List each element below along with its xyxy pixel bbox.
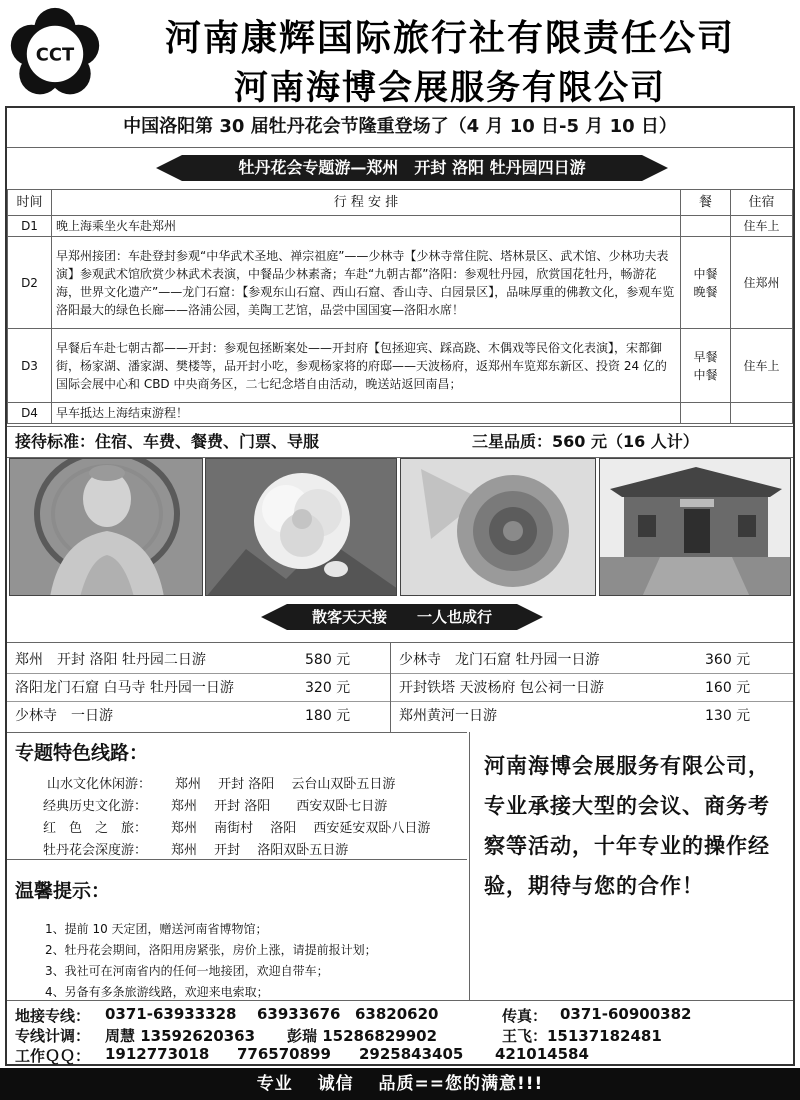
tour-item	[399, 647, 789, 673]
stay-cell: 住车上	[731, 329, 793, 403]
service-standard: 接待标准：住宿、车费、餐费、门票、导服	[15, 432, 320, 451]
tour-price: 180 元	[305, 708, 351, 724]
tour-title-ribbon: 牡丹花会专题游—郑州 开封 洛阳 牡丹园四日游	[182, 155, 642, 181]
company-name-secondary: 河南海博会展服务有限公司	[234, 68, 666, 108]
tour-price: 130 元	[705, 708, 751, 724]
stay-cell: 住郑州	[731, 237, 793, 329]
route-detail: 郑州 开封 洛阳 云台山双卧五日游	[175, 777, 396, 792]
itinerary-row-d2	[8, 237, 793, 329]
tour-name: 郑州黄河一日游	[399, 708, 497, 724]
stay-cell	[731, 403, 793, 424]
route-detail: 郑州 开封 洛阳 西安双卧七日游	[171, 799, 388, 814]
price-standard: 三星品质：560 元（16 人计）	[472, 432, 699, 451]
planner-3: 王飞：15137182481	[502, 1027, 662, 1045]
plan-cell: 晚上海乘坐火车赴郑州	[52, 216, 681, 237]
planner-1: 周慧 13592620363	[105, 1027, 256, 1045]
route-name: 经典历史文化游：	[43, 799, 148, 814]
planner-2: 彭瑞 15286829902	[287, 1027, 438, 1045]
day-cell: D4	[8, 403, 52, 424]
daily-tours-ribbon: 散客天天接 一人也成行	[287, 604, 517, 630]
route-name: 牡丹花会深度游：	[43, 843, 148, 858]
hotline-number-3: 63820620	[355, 1005, 439, 1023]
plan-cell: 早餐后车赴七朝古都——开封：参观包拯断案处——开封府【包拯迎宾、踩高跷、木偶戏等民俗文化表演】，宋都御街，杨家湖、潘家湖、樊楼等，品开封小吃，参观杨家将的府邸——天波杨府，返郑州车览郑东新区、投资 24 亿的国际会展中心和 CBD 中央商务区，二七纪念塔自由活动，晚送站返回南昌；	[52, 329, 681, 403]
qq-number-2: 776570899	[237, 1045, 331, 1063]
rose-peony-image	[400, 458, 596, 596]
row-divider	[7, 701, 793, 702]
daily-tours-grid	[7, 642, 793, 732]
shaolin-temple-image	[599, 458, 791, 596]
route-detail: 郑州 开封 洛阳双卧五日游	[171, 843, 349, 858]
footer-slogan: 专业 诚信 品质==您的满意!!!	[0, 1068, 800, 1100]
tour-name: 少林寺 一日游	[15, 708, 113, 724]
cct-logo-icon	[8, 6, 102, 100]
itinerary-table	[7, 189, 793, 424]
row-divider	[7, 673, 793, 674]
contact-section	[7, 1000, 793, 1066]
itinerary-row-d3	[8, 329, 793, 403]
tour-item	[399, 703, 789, 729]
tour-name: 开封铁塔 天波杨府 包公祠一日游	[399, 680, 604, 696]
event-banner: 中国洛阳第 30 届牡丹花会节隆重登场了（4 月 10 日-5 月 10 日）	[7, 108, 793, 148]
qq-number-1: 1912773018	[105, 1045, 210, 1063]
tour-price: 160 元	[705, 680, 751, 696]
tip-item: 1、提前 10 天定团，赠送河南省博物馆；	[45, 922, 268, 936]
tour-item	[399, 675, 789, 701]
company-name-primary: 河南康辉国际旅行社有限责任公司	[164, 18, 735, 59]
fax-label: 传真：	[502, 1007, 548, 1025]
tips-section	[7, 860, 467, 1000]
route-name: 山水文化休闲游：	[47, 777, 152, 792]
tip-item: 4、另备有多条旅游线路，欢迎来电索取；	[45, 985, 269, 999]
column-divider	[390, 643, 391, 733]
tour-name: 少林寺 龙门石窟 牡丹园一日游	[399, 652, 600, 668]
tour-item	[15, 675, 387, 701]
route-detail: 郑州 南街村 洛阳 西安延安双卧八日游	[171, 821, 431, 836]
plan-cell: 早郑州接团：车赴登封参观“中华武术圣地、禅宗祖庭”——少林寺【少林寺常住院、塔林景区、武术馆、少林功夫表演】参观武术馆欣赏少林武术表演，中餐品少林素斋；车赴“九朝古都”洛阳：参观牡丹园，欣赏国花牡丹，畅游花海，世界文化遗产”——龙门石窟：【参观东山石窟、西山石窟、香山寺、白园景区】，品味厚重的佛教文化，参观车览洛阳最大的绿色长廊——洛浦公园，美陶工艺馆，品尝中国国宴—洛阳水席！	[52, 237, 681, 329]
peony-flower-image	[205, 458, 397, 596]
header-meal: 餐	[681, 190, 731, 216]
photo-strip	[7, 458, 793, 598]
tip-item: 2、牡丹花会期间，洛阳用房紧张，房价上涨，请提前报计划；	[45, 943, 377, 957]
tip-item: 3、我社可在河南省内的任何一地接团，欢迎自带车；	[45, 964, 329, 978]
plan-cell: 早车抵达上海结束游程！	[52, 403, 681, 424]
route-item	[43, 839, 348, 858]
itinerary-header-row	[8, 190, 793, 216]
service-standard-bar	[7, 426, 793, 458]
tour-price: 320 元	[305, 680, 351, 696]
day-cell: D3	[8, 329, 52, 403]
special-routes-title: 专题特色线路：	[15, 742, 149, 764]
hotline-number-2: 63933676	[257, 1005, 341, 1023]
stay-cell: 住车上	[731, 216, 793, 237]
hotline-label: 地接专线：	[15, 1007, 91, 1025]
day-cell: D2	[8, 237, 52, 329]
itinerary-row-d1	[8, 216, 793, 237]
flyer-body	[5, 106, 795, 1066]
itinerary-row-d4	[8, 403, 793, 424]
qq-number-3: 2925843405	[359, 1045, 464, 1063]
tour-name: 郑州 开封 洛阳 牡丹园二日游	[15, 652, 206, 668]
qq-label: 工作ＱＱ：	[15, 1047, 91, 1065]
tour-item	[15, 647, 387, 673]
route-name: 红 色 之 旅：	[43, 821, 148, 836]
meal-cell: 早餐 中餐	[681, 329, 731, 403]
meal-cell	[681, 216, 731, 237]
logo-text: CCT	[35, 44, 75, 66]
promo-text: 河南海博会展服务有限公司，专业承接大型的会议、商务考察等活动，十年专业的操作经验，期待与您的合作！	[484, 754, 770, 898]
route-item	[43, 795, 387, 814]
company-promo-box	[469, 732, 793, 1000]
qq-number-4: 421014584	[495, 1045, 589, 1063]
buddha-statue-image	[9, 458, 203, 596]
header-day: 时间	[8, 190, 52, 216]
tour-price: 580 元	[305, 652, 351, 668]
header-plan: 行 程 安 排	[52, 190, 681, 216]
special-routes-section	[7, 732, 467, 860]
tour-price: 360 元	[705, 652, 751, 668]
fax-number: 0371-60900382	[560, 1005, 692, 1023]
tips-title: 温馨提示：	[15, 880, 111, 902]
tour-name: 洛阳龙门石窟 白马寺 牡丹园一日游	[15, 680, 234, 696]
header	[0, 0, 800, 108]
meal-cell: 中餐 晚餐	[681, 237, 731, 329]
header-stay: 住宿	[731, 190, 793, 216]
tour-item	[15, 703, 387, 729]
planner-label: 专线计调：	[15, 1027, 91, 1045]
meal-cell	[681, 403, 731, 424]
route-item	[43, 817, 430, 836]
hotline-number-1: 0371-63933328	[105, 1005, 237, 1023]
day-cell: D1	[8, 216, 52, 237]
route-item	[47, 773, 395, 792]
